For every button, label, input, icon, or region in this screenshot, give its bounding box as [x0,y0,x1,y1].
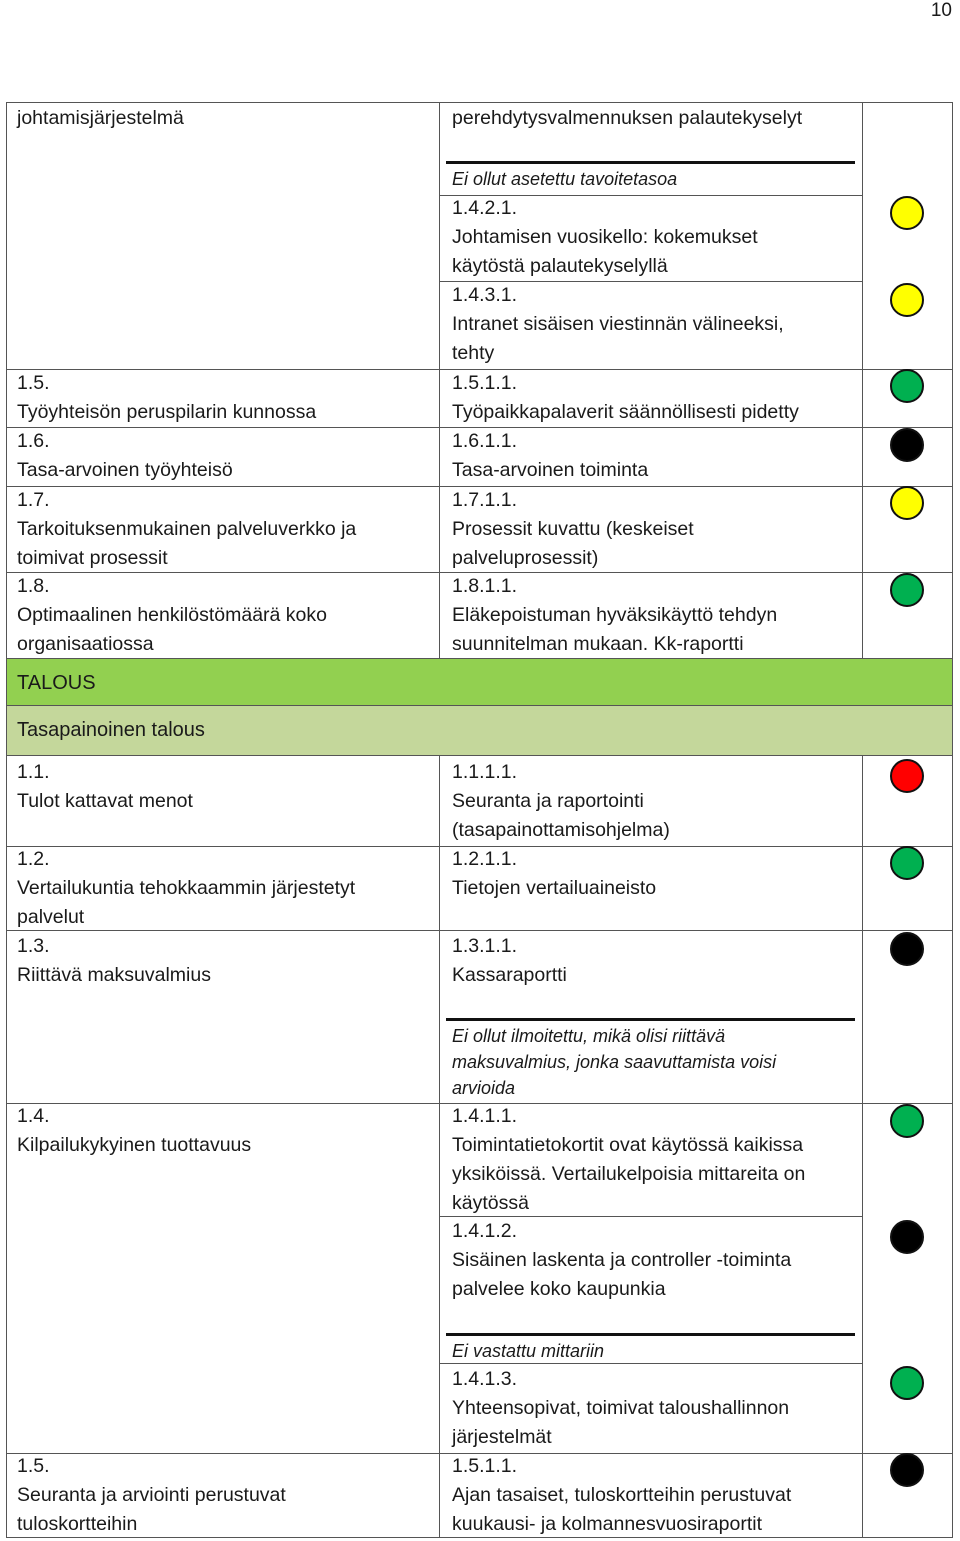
status-light-icon [890,1220,924,1254]
measure-text: Kassaraportti [452,964,567,986]
tasapainoinen-talous-band [6,706,953,756]
measure-text: Prosessit kuvattu (keskeiset [452,518,694,540]
goal-1-7 [17,486,356,573]
measure-text: käytössä [452,1192,529,1214]
goal-text: toimivat prosessit [17,547,168,569]
header-mid: perehdytysvalmennuksen palautekyselyt [452,107,803,129]
goal-text: organisaatiossa [17,633,154,655]
measure-1-3-1-1 [452,932,567,990]
goal-1-5 [17,369,316,427]
measure-text: Ajan tasaiset, tuloskortteihin perustuvat [452,1484,792,1506]
measure-text: Seuranta ja raportointi [452,790,644,812]
status-light-icon [890,932,924,966]
measure-text: käytöstä palautekyselyllä [452,255,668,277]
goal-text: Riittävä maksuvalmius [17,964,211,986]
measure-number: 1.4.1.1. [452,1105,518,1127]
goal-number: 1.8. [17,575,50,597]
measure-number: 1.2.1.1. [452,848,518,870]
measure-text: yksiköissä. Vertailukelpoisia mittareita on [452,1163,806,1185]
measure-text: palveluprosessit) [452,547,599,569]
measure-1-4-2-1 [452,194,758,281]
column-divider-right-upper [862,102,863,658]
measure-1-4-1-2 [452,1217,791,1304]
measure-1-5-1-1-talous [452,1452,791,1539]
goal-number: 1.5. [17,372,50,394]
measure-number: 1.4.3.1. [452,284,518,306]
goal-number: 1.1. [17,761,50,783]
target-rule [446,1333,855,1336]
goal-number: 1.3. [17,935,50,957]
goal-text: Optimaalinen henkilöstömäärä koko [17,604,328,626]
measure-1-1-1-1 [452,758,670,845]
measure-number: 1.4.1.2. [452,1220,518,1242]
measure-1-4-3-1 [452,281,784,368]
goal-number: 1.4. [17,1105,50,1127]
measure-1-5-1-1 [452,369,799,427]
column-divider-left-upper [439,102,440,658]
tasapainoinen-talous-heading: Tasapainoinen talous [17,719,205,741]
no-liquidity-note [452,1023,776,1101]
no-target-note: Ei ollut asetettu tavoitetasoa [452,169,678,189]
header-left: johtamisjärjestelmä [17,107,184,129]
goal-text: Tarkoituksenmukainen palveluverkko ja [17,518,357,540]
talous-heading: TALOUS [17,672,96,694]
note-line: Ei ollut ilmoitettu, mikä olisi riittävä [452,1026,726,1046]
status-light-icon [890,1104,924,1138]
goal-1-8 [17,572,327,659]
goal-text: Kilpailukykyinen tuottavuus [17,1134,252,1156]
measure-1-4-1-3 [452,1365,789,1452]
measure-text: Eläkepoistuman hyväksikäyttö tehdyn [452,604,778,626]
measure-1-7-1-1 [452,486,694,573]
status-light-icon [890,1453,924,1487]
goal-text: Työyhteisön peruspilarin kunnossa [17,401,317,423]
goal-number: 1.5. [17,1455,50,1477]
goal-number: 1.6. [17,430,50,452]
measure-text: palvelee koko kaupunkia [452,1278,666,1300]
measure-text: suunnitelman mukaan. Kk-raportti [452,633,744,655]
talous-band [6,658,953,706]
status-light-icon [890,1366,924,1400]
goal-number: 1.2. [17,848,50,870]
status-light-icon [890,428,924,462]
goal-number: 1.7. [17,489,50,511]
no-metric-note: Ei vastattu mittariin [452,1341,605,1361]
page-number: 10 [930,0,952,21]
status-light-icon [890,283,924,317]
measure-1-6-1-1 [452,427,648,485]
measure-number: 1.7.1.1. [452,489,518,511]
measure-text: (tasapainottamisohjelma) [452,819,670,841]
goal-talous-1-2 [17,845,355,932]
measure-number: 1.4.1.3. [452,1368,518,1390]
measure-text: tehty [452,342,495,364]
status-light-icon [890,759,924,793]
measure-text: järjestelmät [452,1426,552,1448]
measure-text: Yhteensopivat, toimivat taloushallinnon [452,1397,790,1419]
measure-number: 1.4.2.1. [452,197,518,219]
goal-talous-1-3 [17,932,211,990]
measure-text: Tietojen vertailuaineisto [452,877,657,899]
measure-text: kuukausi- ja kolmannesvuosiraportit [452,1513,762,1535]
status-light-icon [890,486,924,520]
goal-1-6 [17,427,233,485]
status-light-icon [890,369,924,403]
note-line: arvioida [452,1078,516,1098]
goal-text: palvelut [17,906,85,928]
measure-number: 1.5.1.1. [452,1455,518,1477]
measure-text: Johtamisen vuosikello: kokemukset [452,226,758,248]
measure-number: 1.6.1.1. [452,430,518,452]
measure-1-4-1-1 [452,1102,805,1218]
measure-1-8-1-1 [452,572,777,659]
note-line: maksuvalmius, jonka saavuttamista voisi [452,1052,777,1072]
goal-talous-1-5 [17,1452,286,1539]
column-divider-left-lower [439,756,440,1538]
measure-text: Sisäinen laskenta ja controller -toiminta [452,1249,792,1271]
measure-text: Tasa-arvoinen toiminta [452,459,649,481]
measure-text: Toimintatietokortit ovat käytössä kaikissa [452,1134,804,1156]
goal-talous-1-1 [17,758,193,816]
goal-text: Tulot kattavat menot [17,790,193,812]
target-rule [446,1018,855,1021]
target-rule [446,161,855,164]
goal-text: tuloskortteihin [17,1513,138,1535]
table-right-border [952,102,953,1538]
measure-number: 1.5.1.1. [452,372,518,394]
measure-text: Intranet sisäisen viestinnän välineeksi, [452,313,784,335]
measure-number: 1.8.1.1. [452,575,518,597]
measure-1-2-1-1 [452,845,656,903]
measure-number: 1.3.1.1. [452,935,518,957]
table-top-border [6,102,953,103]
goal-talous-1-4 [17,1102,251,1160]
status-light-icon [890,196,924,230]
status-light-icon [890,846,924,880]
measure-number: 1.1.1.1. [452,761,518,783]
table-left-border [6,102,7,1538]
goal-text: Tasa-arvoinen työyhteisö [17,459,233,481]
goal-text: Seuranta ja arviointi perustuvat [17,1484,286,1506]
column-divider-right-lower [862,756,863,1538]
status-light-icon [890,573,924,607]
measure-text: Työpaikkapalaverit säännöllisesti pidetty [452,401,799,423]
goal-text: Vertailukuntia tehokkaammin järjestetyt [17,877,356,899]
